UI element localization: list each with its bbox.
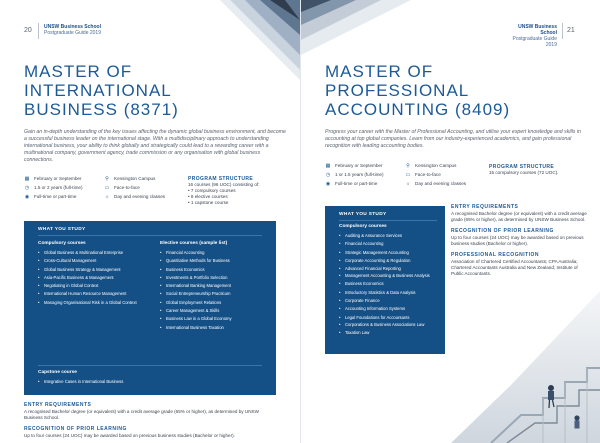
classes-label: Day and evening classes — [415, 181, 467, 186]
program-structure-line: 16 courses (96 UOC) consisting of: — [188, 182, 260, 187]
duration-label: 1 or 1.5 years (full-time) — [335, 172, 384, 177]
title-line: BUSINESS (8371) — [24, 100, 179, 119]
program-title — [24, 62, 179, 119]
requirements-section — [24, 402, 264, 443]
course-item: • Management Accounting & Business Analysis — [339, 273, 443, 279]
header-divider — [38, 23, 39, 39]
program-structure-title: PROGRAM STRUCTURE — [489, 164, 555, 170]
course-item: • Financial Accounting — [160, 249, 270, 257]
compulsory-title: Compulsory courses — [339, 224, 387, 229]
page-number: 21 — [567, 27, 575, 34]
mode-row — [325, 181, 405, 187]
program-structure-title: PROGRAM STRUCTURE — [188, 176, 254, 182]
course-item: • Legal Foundations for Accountants — [339, 314, 443, 322]
course-item: • Accounting Information Systems — [339, 305, 443, 313]
course-item: • Quantitative Methods for Business — [160, 257, 270, 265]
page-header — [501, 24, 557, 48]
pr-text: Association of Chartered Certified Accountants; CPA Australia; Chartered Accountants Australia and New Zealand; Institute of Public Accountants. — [451, 259, 578, 276]
course-item: • Advanced Financial Reporting — [339, 265, 443, 273]
program-structure-line: • 1 capstone course — [188, 200, 229, 205]
program-details-col1 — [24, 176, 104, 203]
what-you-study-box — [24, 221, 276, 395]
rpl-title: RECOGNITION OF PRIOR LEARNING — [451, 228, 554, 234]
program-structure-line: • 8 elective courses — [188, 194, 228, 199]
campus-label: Kensington Campus — [415, 163, 457, 168]
program-intro: Progress your career with the Master of Professional Accounting, and utilise your expert knowledge and skills in accounting at top global companies. Learn from our industry-experienced academics, and gain professional recognition with leading accounting bodies. — [325, 129, 581, 149]
course-item: • International Human Resource Management — [38, 290, 158, 298]
calendar-icon: ▦ — [325, 163, 331, 169]
course-item: • Asia-Pacific Business & Management — [38, 274, 158, 282]
professional-recognition — [451, 252, 589, 277]
classes-row — [104, 194, 184, 200]
course-item: • Business Law in a Global Economy — [160, 315, 270, 323]
program-details-col1 — [325, 163, 405, 190]
rpl-text: Up to four courses (24 UOC) may be awarded based on previous business studies (Bachelor or higher). — [24, 433, 235, 438]
program-title — [325, 62, 510, 119]
staircase-photo — [451, 290, 600, 443]
intake-label: February or September — [34, 176, 82, 181]
course-item: • Corporate Accounting & Regulation — [339, 257, 443, 265]
intake-label: February or September — [335, 163, 383, 168]
elective-list — [160, 249, 270, 332]
program-structure — [489, 164, 589, 176]
delivery-label: Face-to-face — [114, 185, 140, 190]
program-intro: Gain an in-depth understanding of the key issues affecting the dynamic global business environment, and become a successful business leader on the international stage. With a multidisciplinary approach to understanding international business, your ability to think globally and strategically could lead to a rewarding career with a multinational company, government agency, trade commission or any organisation with global business connections. — [24, 129, 286, 163]
title-line: MASTER OF — [24, 62, 133, 81]
course-item: • Cross-Cultural Management — [38, 257, 158, 265]
program-details-col2 — [104, 176, 184, 203]
course-item: • Corporations & Business Associations Law — [339, 322, 443, 328]
monitor-icon: ▭ — [104, 185, 110, 191]
location-pin-icon: ⚲ — [406, 163, 410, 169]
what-you-study-heading: WHAT YOU STUDY — [339, 212, 387, 217]
elective-title: Elective courses (sample list) — [160, 241, 228, 246]
intake-row — [24, 176, 104, 182]
intake-row — [325, 163, 405, 169]
course-item: • Business Economics — [339, 280, 443, 288]
capstone-list — [38, 378, 238, 386]
course-item: • Managing Organisational Risk in a Global Context — [38, 299, 158, 307]
divider — [38, 365, 262, 366]
delivery-row — [405, 172, 485, 178]
calendar-icon: ▦ — [24, 176, 30, 182]
location-pin-icon: ⚲ — [105, 176, 109, 182]
clock-icon: ◷ — [24, 185, 30, 191]
course-item: • Auditing & Assurance Services — [339, 232, 443, 240]
delivery-label: Face-to-face — [415, 172, 441, 177]
right-page — [300, 0, 600, 443]
person-icon: ◉ — [24, 194, 30, 200]
decorative-photo — [301, 0, 411, 70]
person-icon: ◉ — [325, 181, 331, 187]
mode-label: Full-time or part-time — [34, 194, 77, 199]
requirements-section — [451, 204, 589, 282]
program-details-col2 — [405, 163, 485, 190]
prior-learning — [24, 426, 264, 439]
pr-title: PROFESSIONAL RECOGNITION — [451, 252, 540, 258]
course-item: • Strategic Management Accounting — [339, 249, 443, 257]
page-number: 20 — [24, 27, 32, 34]
prior-learning — [451, 228, 589, 247]
elective-courses — [160, 241, 270, 332]
duration-label: 1.5 or 2 years (full-time) — [34, 185, 83, 190]
what-you-study-heading: WHAT YOU STUDY — [38, 227, 86, 232]
compulsory-list — [339, 232, 443, 337]
header-title: UNSW Business School — [44, 24, 101, 30]
mode-row — [24, 194, 104, 200]
duration-row — [24, 185, 104, 191]
title-line: PROFESSIONAL — [325, 81, 470, 100]
sun-moon-icon: ☼ — [104, 194, 110, 200]
classes-label: Day and evening classes — [114, 194, 166, 199]
entry-text: A recognised Bachelor degree (or equivalent) with a credit average grade (65% or higher), as determined by UNSW Business School. — [24, 409, 259, 420]
compulsory-courses — [339, 224, 443, 337]
duration-row — [325, 172, 405, 178]
page-header — [44, 24, 101, 36]
campus-row — [104, 176, 184, 182]
title-line: MASTER OF — [325, 62, 434, 81]
compulsory-courses — [38, 241, 158, 307]
entry-requirements — [24, 402, 264, 421]
divider — [38, 235, 262, 236]
rpl-text: Up to four courses (24 UOC) may be awarded based on previous business studies (Bachelor or higher). — [451, 235, 584, 246]
decorative-photo — [200, 0, 300, 100]
header-title: UNSW Business School — [518, 24, 557, 36]
what-you-study-box — [325, 206, 445, 354]
entry-title: ENTRY REQUIREMENTS — [451, 204, 519, 210]
entry-title: ENTRY REQUIREMENTS — [24, 402, 92, 408]
course-item: • International Business Taxation — [160, 324, 270, 332]
course-item: • Global Employment Relations — [160, 299, 270, 307]
sun-moon-icon: ☼ — [405, 181, 411, 187]
mode-label: Full-time or part-time — [335, 181, 378, 186]
course-item: • International Banking Management — [160, 282, 270, 290]
header-subtitle: Postgraduate Guide 2019 — [512, 36, 557, 48]
course-item: • Integrative Cases in International Business — [38, 378, 238, 386]
header-subtitle: Postgraduate Guide 2019 — [44, 30, 101, 36]
course-item: • Negotiating in Global Context — [38, 282, 158, 290]
title-line: INTERNATIONAL — [24, 81, 172, 100]
entry-requirements — [451, 204, 589, 223]
course-item: • Global Business Strategy & Management — [38, 266, 158, 274]
capstone-course — [38, 370, 238, 386]
course-item: • Social Entrepreneurship Practicum — [160, 290, 270, 298]
rpl-title: RECOGNITION OF PRIOR LEARNING — [24, 426, 127, 432]
program-structure-line: 15 compulsory courses (72 UOC). — [489, 170, 559, 175]
program-structure-line: • 7 compulsory courses — [188, 188, 236, 193]
course-item: • Business Economics — [160, 266, 270, 274]
title-line: ACCOUNTING (8409) — [325, 100, 511, 119]
campus-row — [405, 163, 485, 169]
compulsory-title: Compulsory courses — [38, 241, 86, 246]
course-item: • Financial Accounting — [339, 240, 443, 248]
delivery-row — [104, 185, 184, 191]
capstone-title: Capstone course — [38, 370, 77, 375]
header-divider — [562, 23, 563, 39]
program-structure — [188, 176, 288, 206]
divider — [339, 220, 437, 221]
course-item: • Taxation Law — [339, 329, 443, 337]
entry-text: A recognised Bachelor degree (or equivalent) with a credit average grade (65% or higher), as determined by UNSW Business School. — [451, 211, 587, 222]
course-item: • Introductory Statistics & Data Analysis — [339, 289, 443, 297]
monitor-icon: ▭ — [405, 172, 411, 178]
campus-label: Kensington Campus — [114, 176, 156, 181]
course-item: • Global Business & Multinational Enterprise — [38, 249, 158, 257]
course-item: • Corporate Finance — [339, 297, 443, 305]
course-item: • Career Management & Skills — [160, 307, 270, 315]
classes-row — [405, 181, 485, 187]
clock-icon: ◷ — [325, 172, 331, 178]
course-item: • Investments & Portfolio Selection — [160, 274, 270, 282]
compulsory-list — [38, 249, 158, 307]
